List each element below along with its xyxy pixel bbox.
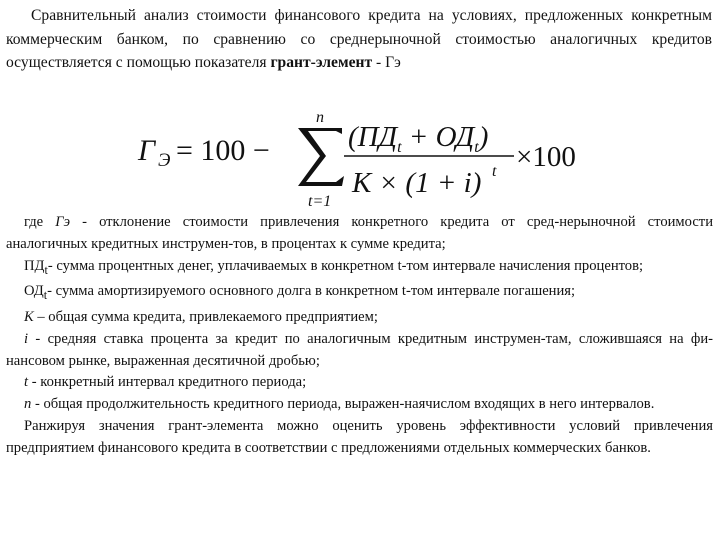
definition-text: - конкретный интервал кредитного периода;: [28, 374, 307, 391]
definition-item: [6, 372, 713, 394]
definition-text: - сумма процентных денег, уплачиваемых в конкретном t-том интервале начисления процентов;: [47, 257, 644, 274]
grant-element-formula: [130, 110, 590, 210]
definition-item: [6, 281, 713, 307]
definition-text: - средняя ставка процента за кредит по аналогичным кредитным инструмен-там, сложившаяся на фи-нансовом рынке, выраженная десятичной дробью;: [6, 330, 713, 369]
intro-bold-term: грант-элемент: [270, 54, 373, 71]
definitions-block: [6, 212, 713, 460]
formula-sum-top: n: [316, 110, 324, 126]
definition-item: [6, 307, 713, 329]
definition-symbol: i: [24, 330, 29, 347]
definition-text: - отклонение стоимости привлечения конкретного кредита от сред-нерыночной стоимости аналогичных кредитных инструмен-тов, в процентах к сумме кредита;: [6, 214, 713, 252]
sigma-symbol: [298, 128, 344, 186]
definition-item: [6, 256, 713, 282]
intro-text: Сравнительный анализ стоимости финансового кредита на условиях, предложенных конкретным коммерческим банком, по сравнению со среднерыночной стоимостью аналогичных кредитов осуществляется с помощью показателя: [6, 7, 712, 71]
definition-symbol: ПД: [24, 257, 45, 274]
formula-eq: = 100 −: [176, 134, 270, 167]
formula-times: ×100: [516, 141, 576, 173]
conclusion-paragraph: Ранжируя значения грант-элемента можно оценить уровень эффективности условий привлечения предприятием финансового кредита в соответствии с предложениями отдельных коммерческих банков.: [6, 417, 713, 456]
formula-svg: [130, 110, 590, 210]
intro-tail: - Гэ: [372, 54, 401, 71]
definition-symbol: Гэ: [55, 214, 71, 230]
definition-symbol-sub: t: [43, 288, 48, 303]
formula-lhs-sub: Э: [158, 150, 171, 171]
definition-symbol: К: [24, 309, 34, 325]
intro-paragraph: [6, 4, 712, 75]
definition-item: [6, 329, 713, 373]
definition-text: – общая сумма кредита, привлекаемого предприятием;: [33, 309, 378, 325]
definition-symbol: t: [24, 374, 29, 391]
definition-symbol-sub: t: [44, 262, 48, 277]
definition-prefix: где: [24, 214, 56, 230]
formula-denominator: K × (1 + i): [352, 167, 482, 199]
formula-sum-bottom: t=1: [308, 193, 332, 210]
definition-item: [6, 394, 713, 416]
formula-den-sup: t: [492, 163, 497, 180]
definition-item: [6, 212, 713, 256]
formula-lhs: Г: [138, 134, 156, 167]
definition-symbol: ОД: [24, 283, 44, 300]
definition-text: - общая продолжительность кредитного периода, выражен-наячислом входящих в него интервалов.: [31, 396, 655, 413]
formula-numerator: $(ПД_t + ОД_t)$: [348, 121, 489, 156]
definition-text: - сумма амортизируемого основного долга в конкретном t-том интервале погашения;: [47, 283, 576, 300]
definition-symbol: n: [24, 396, 32, 413]
